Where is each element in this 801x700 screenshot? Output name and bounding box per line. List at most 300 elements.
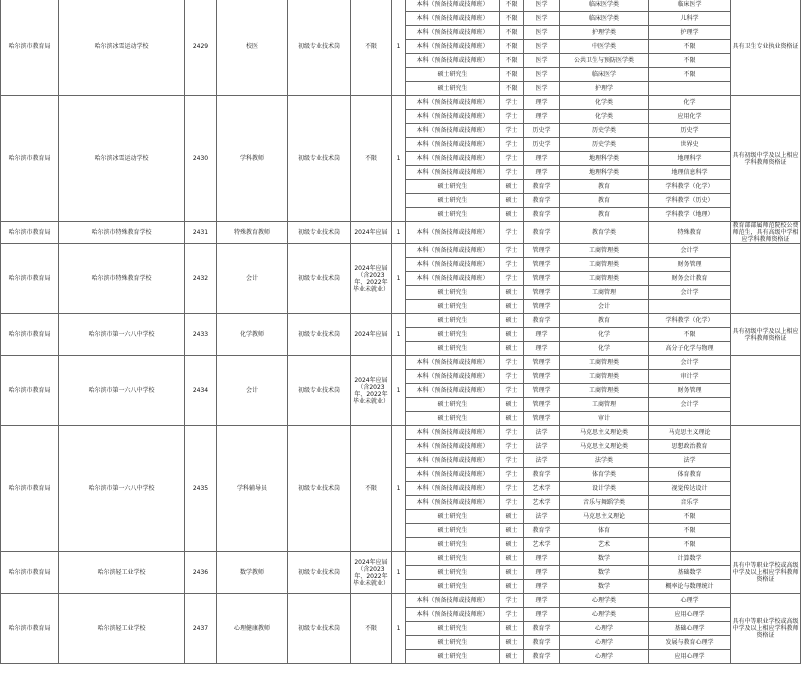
table-row — [1, 426, 801, 440]
target-cell: 2024年应届（含2023年、2022年毕业未就业） — [351, 552, 392, 594]
education-cell: 硕士研究生 — [406, 180, 500, 194]
requirement-cell — [731, 244, 801, 314]
education-cell: 本科（预备技师或技师班） — [406, 440, 500, 454]
discipline-cell: 教育学 — [524, 194, 560, 208]
major-category-cell: 马克思主义理论类 — [560, 426, 649, 440]
major-cell: 不限 — [649, 510, 731, 524]
degree-cell: 学士 — [500, 272, 524, 286]
post-code-cell: 2432 — [185, 244, 217, 314]
department-cell: 哈尔滨市教育局 — [1, 244, 59, 314]
degree-cell: 学士 — [500, 244, 524, 258]
headcount-cell: 1 — [392, 426, 406, 552]
education-cell: 本科（预备技师或技师班） — [406, 244, 500, 258]
school-cell: 哈尔滨轻工业学校 — [59, 552, 185, 594]
headcount-cell: 1 — [392, 594, 406, 664]
discipline-cell: 管理学 — [524, 398, 560, 412]
major-category-cell: 体育学类 — [560, 468, 649, 482]
major-cell: 会计学 — [649, 244, 731, 258]
major-cell: 会计学 — [649, 398, 731, 412]
education-cell: 本科（预备技师或技师班） — [406, 594, 500, 608]
major-category-cell: 心理学 — [560, 650, 649, 664]
headcount-cell: 1 — [392, 356, 406, 426]
degree-cell: 学士 — [500, 110, 524, 124]
discipline-cell: 教育学 — [524, 636, 560, 650]
major-cell: 应用心理学 — [649, 650, 731, 664]
post-level-cell: 初级专业技术岗 — [288, 222, 351, 244]
major-category-cell: 工商管理 — [560, 286, 649, 300]
post-level-cell: 初级专业技术岗 — [288, 314, 351, 356]
major-category-cell: 临床医学类 — [560, 12, 649, 26]
major-cell: 财务管理 — [649, 384, 731, 398]
major-category-cell: 历史学类 — [560, 138, 649, 152]
degree-cell: 硕士 — [500, 524, 524, 538]
major-cell: 儿科学 — [649, 12, 731, 26]
degree-cell: 不限 — [500, 54, 524, 68]
discipline-cell: 医学 — [524, 12, 560, 26]
major-cell: 地理信息科学 — [649, 166, 731, 180]
discipline-cell: 历史学 — [524, 138, 560, 152]
degree-cell: 硕士 — [500, 180, 524, 194]
major-cell: 学科教学（地理） — [649, 208, 731, 222]
headcount-cell: 1 — [392, 96, 406, 222]
major-category-cell: 临床医学类 — [560, 0, 649, 12]
degree-cell: 硕士 — [500, 300, 524, 314]
major-cell: 审计学 — [649, 370, 731, 384]
major-category-cell: 教育 — [560, 194, 649, 208]
discipline-cell: 管理学 — [524, 384, 560, 398]
post-level-cell: 初级专业技术岗 — [288, 356, 351, 426]
target-cell: 不限 — [351, 96, 392, 222]
education-cell: 硕士研究生 — [406, 68, 500, 82]
department-cell: 哈尔滨市教育局 — [1, 356, 59, 426]
major-category-cell: 公共卫生与预防医学类 — [560, 54, 649, 68]
degree-cell: 学士 — [500, 370, 524, 384]
post-name-cell: 会计 — [217, 244, 288, 314]
discipline-cell: 教育学 — [524, 222, 560, 244]
discipline-cell: 管理学 — [524, 286, 560, 300]
school-cell: 哈尔滨轻工业学校 — [59, 594, 185, 664]
major-category-cell: 法学类 — [560, 454, 649, 468]
degree-cell: 硕士 — [500, 552, 524, 566]
major-category-cell: 化学类 — [560, 96, 649, 110]
education-cell: 硕士研究生 — [406, 538, 500, 552]
education-cell: 本科（预备技师或技师班） — [406, 482, 500, 496]
major-cell — [649, 82, 731, 96]
discipline-cell: 理学 — [524, 110, 560, 124]
major-cell: 视觉传达设计 — [649, 482, 731, 496]
degree-cell: 硕士 — [500, 510, 524, 524]
education-cell: 硕士研究生 — [406, 314, 500, 328]
discipline-cell: 医学 — [524, 82, 560, 96]
major-category-cell: 教育学类 — [560, 222, 649, 244]
department-cell: 哈尔滨市教育局 — [1, 0, 59, 96]
requirement-cell: 具有中等职业学校或高级中学及以上相应学科教师资格证 — [731, 552, 801, 594]
degree-cell: 学士 — [500, 468, 524, 482]
major-cell — [649, 300, 731, 314]
major-category-cell: 地理科学类 — [560, 152, 649, 166]
degree-cell: 硕士 — [500, 328, 524, 342]
post-level-cell: 初级专业技术岗 — [288, 244, 351, 314]
discipline-cell: 艺术学 — [524, 482, 560, 496]
school-cell: 哈尔滨冰雪运动学校 — [59, 0, 185, 96]
degree-cell: 不限 — [500, 82, 524, 96]
degree-cell: 不限 — [500, 12, 524, 26]
major-category-cell: 数学 — [560, 580, 649, 594]
degree-cell: 学士 — [500, 594, 524, 608]
major-category-cell: 工商管理 — [560, 398, 649, 412]
education-cell: 本科（预备技师或技师班） — [406, 40, 500, 54]
discipline-cell: 医学 — [524, 54, 560, 68]
discipline-cell: 理学 — [524, 342, 560, 356]
table-row — [1, 244, 801, 258]
major-cell: 基础心理学 — [649, 622, 731, 636]
post-code-cell: 2430 — [185, 96, 217, 222]
degree-cell: 学士 — [500, 426, 524, 440]
degree-cell: 学士 — [500, 496, 524, 510]
education-cell: 硕士研究生 — [406, 510, 500, 524]
requirement-cell — [731, 356, 801, 426]
major-category-cell: 教育 — [560, 180, 649, 194]
post-code-cell: 2431 — [185, 222, 217, 244]
major-cell: 护理学 — [649, 26, 731, 40]
discipline-cell: 管理学 — [524, 272, 560, 286]
major-cell: 思想政治教育 — [649, 440, 731, 454]
major-cell: 世界史 — [649, 138, 731, 152]
headcount-cell: 1 — [392, 314, 406, 356]
major-cell: 财务管理 — [649, 258, 731, 272]
major-cell: 财务会计教育 — [649, 272, 731, 286]
major-cell: 马克思主义理论 — [649, 426, 731, 440]
department-cell: 哈尔滨市教育局 — [1, 96, 59, 222]
education-cell: 硕士研究生 — [406, 524, 500, 538]
major-cell: 学科教学（历史） — [649, 194, 731, 208]
major-cell: 不限 — [649, 524, 731, 538]
target-cell: 2024年应届（含2023年、2022年毕业未就业） — [351, 244, 392, 314]
post-name-cell: 特殊教育教师 — [217, 222, 288, 244]
requirement-cell — [731, 426, 801, 552]
degree-cell: 不限 — [500, 26, 524, 40]
requirement-cell: 具有初级中学及以上相应学科教师资格证 — [731, 96, 801, 222]
education-cell: 本科（预备技师或技师班） — [406, 454, 500, 468]
post-code-cell: 2435 — [185, 426, 217, 552]
major-category-cell: 体育 — [560, 524, 649, 538]
education-cell: 本科（预备技师或技师班） — [406, 152, 500, 166]
discipline-cell: 管理学 — [524, 412, 560, 426]
degree-cell: 学士 — [500, 454, 524, 468]
major-category-cell: 工商管理类 — [560, 384, 649, 398]
table-row — [1, 0, 801, 12]
discipline-cell: 教育学 — [524, 650, 560, 664]
major-cell: 音乐学 — [649, 496, 731, 510]
post-name-cell: 数学教师 — [217, 552, 288, 594]
major-category-cell: 心理学类 — [560, 608, 649, 622]
education-cell: 本科（预备技师或技师班） — [406, 272, 500, 286]
major-cell: 特殊教育 — [649, 222, 731, 244]
education-cell: 硕士研究生 — [406, 194, 500, 208]
discipline-cell: 理学 — [524, 152, 560, 166]
major-category-cell: 心理学类 — [560, 594, 649, 608]
education-cell: 本科（预备技师或技师班） — [406, 426, 500, 440]
discipline-cell: 法学 — [524, 426, 560, 440]
discipline-cell: 理学 — [524, 608, 560, 622]
discipline-cell: 管理学 — [524, 244, 560, 258]
major-cell: 不限 — [649, 68, 731, 82]
headcount-cell: 1 — [392, 244, 406, 314]
major-category-cell: 历史学类 — [560, 124, 649, 138]
major-category-cell: 工商管理类 — [560, 258, 649, 272]
education-cell: 本科（预备技师或技师班） — [406, 496, 500, 510]
post-code-cell: 2437 — [185, 594, 217, 664]
degree-cell: 学士 — [500, 124, 524, 138]
degree-cell: 硕士 — [500, 580, 524, 594]
post-name-cell: 学科辅导员 — [217, 426, 288, 552]
degree-cell: 硕士 — [500, 412, 524, 426]
discipline-cell: 理学 — [524, 580, 560, 594]
post-name-cell: 校医 — [217, 0, 288, 96]
degree-cell: 硕士 — [500, 314, 524, 328]
education-cell: 硕士研究生 — [406, 412, 500, 426]
degree-cell: 硕士 — [500, 622, 524, 636]
post-name-cell: 化学教师 — [217, 314, 288, 356]
major-cell — [649, 412, 731, 426]
table-row — [1, 594, 801, 608]
education-cell: 硕士研究生 — [406, 328, 500, 342]
discipline-cell: 理学 — [524, 96, 560, 110]
degree-cell: 学士 — [500, 222, 524, 244]
department-cell: 哈尔滨市教育局 — [1, 222, 59, 244]
education-cell: 硕士研究生 — [406, 552, 500, 566]
major-cell: 会计学 — [649, 356, 731, 370]
degree-cell: 硕士 — [500, 398, 524, 412]
degree-cell: 学士 — [500, 608, 524, 622]
post-code-cell: 2434 — [185, 356, 217, 426]
major-category-cell: 工商管理类 — [560, 272, 649, 286]
major-cell: 法学 — [649, 454, 731, 468]
degree-cell: 硕士 — [500, 566, 524, 580]
major-category-cell: 化学 — [560, 342, 649, 356]
major-cell: 化学 — [649, 96, 731, 110]
education-cell: 本科（预备技师或技师班） — [406, 54, 500, 68]
target-cell: 不限 — [351, 594, 392, 664]
education-cell: 硕士研究生 — [406, 622, 500, 636]
major-cell: 学科教学（化学） — [649, 314, 731, 328]
post-name-cell: 会计 — [217, 356, 288, 426]
degree-cell: 学士 — [500, 258, 524, 272]
degree-cell: 硕士 — [500, 650, 524, 664]
major-category-cell: 心理学 — [560, 622, 649, 636]
discipline-cell: 教育学 — [524, 524, 560, 538]
major-category-cell: 教育 — [560, 208, 649, 222]
discipline-cell: 理学 — [524, 328, 560, 342]
discipline-cell: 教育学 — [524, 314, 560, 328]
major-category-cell: 教育 — [560, 314, 649, 328]
education-cell: 硕士研究生 — [406, 636, 500, 650]
discipline-cell: 管理学 — [524, 356, 560, 370]
post-code-cell: 2436 — [185, 552, 217, 594]
major-category-cell: 会计 — [560, 300, 649, 314]
discipline-cell: 法学 — [524, 454, 560, 468]
headcount-cell: 1 — [392, 222, 406, 244]
major-cell: 会计学 — [649, 286, 731, 300]
major-category-cell: 工商管理类 — [560, 370, 649, 384]
major-category-cell: 化学类 — [560, 110, 649, 124]
major-cell: 基础数学 — [649, 566, 731, 580]
degree-cell: 硕士 — [500, 342, 524, 356]
requirement-cell: 具有初级中学及以上相应学科教师资格证 — [731, 314, 801, 356]
major-category-cell: 马克思主义理论类 — [560, 440, 649, 454]
degree-cell: 不限 — [500, 40, 524, 54]
major-cell: 历史学 — [649, 124, 731, 138]
major-cell: 体育教育 — [649, 468, 731, 482]
school-cell: 哈尔滨市特殊教育学校 — [59, 244, 185, 314]
discipline-cell: 管理学 — [524, 300, 560, 314]
discipline-cell: 艺术学 — [524, 496, 560, 510]
post-level-cell: 初级专业技术岗 — [288, 96, 351, 222]
major-category-cell: 数学 — [560, 552, 649, 566]
post-level-cell: 初级专业技术岗 — [288, 594, 351, 664]
target-cell: 不限 — [351, 0, 392, 96]
education-cell: 硕士研究生 — [406, 82, 500, 96]
degree-cell: 学士 — [500, 166, 524, 180]
major-category-cell: 设计学类 — [560, 482, 649, 496]
degree-cell: 硕士 — [500, 636, 524, 650]
discipline-cell: 管理学 — [524, 370, 560, 384]
discipline-cell: 历史学 — [524, 124, 560, 138]
department-cell: 哈尔滨市教育局 — [1, 594, 59, 664]
education-cell: 本科（预备技师或技师班） — [406, 468, 500, 482]
education-cell: 硕士研究生 — [406, 580, 500, 594]
education-cell: 硕士研究生 — [406, 300, 500, 314]
requirement-cell: 具有卫生专业执业资格证 — [731, 0, 801, 96]
discipline-cell: 艺术学 — [524, 538, 560, 552]
discipline-cell: 理学 — [524, 166, 560, 180]
target-cell: 2024年应届 — [351, 314, 392, 356]
post-name-cell: 心理健康教师 — [217, 594, 288, 664]
major-category-cell: 数学 — [560, 566, 649, 580]
major-category-cell: 审计 — [560, 412, 649, 426]
major-cell: 学科教学（化学） — [649, 180, 731, 194]
department-cell: 哈尔滨市教育局 — [1, 426, 59, 552]
major-category-cell: 护理学 — [560, 82, 649, 96]
major-cell: 临床医学 — [649, 0, 731, 12]
education-cell: 本科（预备技师或技师班） — [406, 12, 500, 26]
major-cell: 概率论与数理统计 — [649, 580, 731, 594]
target-cell: 2024年应届 — [351, 222, 392, 244]
school-cell: 哈尔滨市特殊教育学校 — [59, 222, 185, 244]
post-code-cell: 2429 — [185, 0, 217, 96]
table-row — [1, 356, 801, 370]
major-cell: 计算数学 — [649, 552, 731, 566]
degree-cell: 学士 — [500, 482, 524, 496]
education-cell: 本科（预备技师或技师班） — [406, 370, 500, 384]
degree-cell: 硕士 — [500, 208, 524, 222]
major-category-cell: 护理学类 — [560, 26, 649, 40]
discipline-cell: 教育学 — [524, 208, 560, 222]
degree-cell: 不限 — [500, 68, 524, 82]
discipline-cell: 理学 — [524, 594, 560, 608]
discipline-cell: 医学 — [524, 26, 560, 40]
degree-cell: 硕士 — [500, 538, 524, 552]
degree-cell: 学士 — [500, 138, 524, 152]
degree-cell: 不限 — [500, 0, 524, 12]
major-category-cell: 地理科学类 — [560, 166, 649, 180]
school-cell: 哈尔滨市第一六八中学校 — [59, 356, 185, 426]
table-row — [1, 552, 801, 566]
discipline-cell: 法学 — [524, 510, 560, 524]
headcount-cell: 1 — [392, 0, 406, 96]
major-cell: 应用心理学 — [649, 608, 731, 622]
degree-cell: 硕士 — [500, 286, 524, 300]
major-cell: 高分子化学与物理 — [649, 342, 731, 356]
education-cell: 硕士研究生 — [406, 342, 500, 356]
major-cell: 不限 — [649, 538, 731, 552]
major-category-cell: 音乐与舞蹈学类 — [560, 496, 649, 510]
education-cell: 硕士研究生 — [406, 566, 500, 580]
education-cell: 本科（预备技师或技师班） — [406, 356, 500, 370]
major-category-cell: 临床医学 — [560, 68, 649, 82]
discipline-cell: 教育学 — [524, 468, 560, 482]
discipline-cell: 法学 — [524, 440, 560, 454]
education-cell: 本科（预备技师或技师班） — [406, 138, 500, 152]
school-cell: 哈尔滨市第一六八中学校 — [59, 426, 185, 552]
major-cell: 地理科学 — [649, 152, 731, 166]
post-code-cell: 2433 — [185, 314, 217, 356]
school-cell: 哈尔滨市第一六八中学校 — [59, 314, 185, 356]
discipline-cell: 医学 — [524, 40, 560, 54]
department-cell: 哈尔滨市教育局 — [1, 552, 59, 594]
education-cell: 本科（预备技师或技师班） — [406, 258, 500, 272]
discipline-cell: 理学 — [524, 566, 560, 580]
discipline-cell: 教育学 — [524, 622, 560, 636]
major-category-cell: 化学 — [560, 328, 649, 342]
department-cell: 哈尔滨市教育局 — [1, 314, 59, 356]
major-category-cell: 工商管理类 — [560, 356, 649, 370]
post-name-cell: 学科教师 — [217, 96, 288, 222]
education-cell: 本科（预备技师或技师班） — [406, 608, 500, 622]
discipline-cell: 教育学 — [524, 180, 560, 194]
major-category-cell: 工商管理类 — [560, 244, 649, 258]
degree-cell: 学士 — [500, 96, 524, 110]
requirement-cell: 教育部部属师范院校公费师范生，具有高级中学相应学科教师资格证 — [732, 222, 799, 243]
degree-cell: 学士 — [500, 384, 524, 398]
degree-cell: 学士 — [500, 356, 524, 370]
education-cell: 硕士研究生 — [406, 650, 500, 664]
requirement-cell: 具有中等职业学校或高级中学及以上相应学科教师资格证 — [731, 594, 801, 664]
degree-cell: 学士 — [500, 152, 524, 166]
education-cell: 本科（预备技师或技师班） — [406, 26, 500, 40]
target-cell: 2024年应届（含2023年、2022年毕业未就业） — [351, 356, 392, 426]
education-cell: 本科（预备技师或技师班） — [406, 124, 500, 138]
education-cell: 硕士研究生 — [406, 208, 500, 222]
post-level-cell: 初级专业技术岗 — [288, 426, 351, 552]
major-cell: 心理学 — [649, 594, 731, 608]
post-level-cell: 初级专业技术岗 — [288, 552, 351, 594]
major-cell: 不限 — [649, 328, 731, 342]
education-cell: 本科（预备技师或技师班） — [406, 0, 500, 12]
major-cell: 不限 — [649, 54, 731, 68]
major-category-cell: 中医学类 — [560, 40, 649, 54]
major-category-cell: 艺术 — [560, 538, 649, 552]
school-cell: 哈尔滨冰雪运动学校 — [59, 96, 185, 222]
headcount-cell: 1 — [392, 552, 406, 594]
table-row — [1, 314, 801, 328]
education-cell: 本科（预备技师或技师班） — [406, 110, 500, 124]
education-cell: 本科（预备技师或技师班） — [406, 96, 500, 110]
education-cell: 硕士研究生 — [406, 398, 500, 412]
table-row — [1, 96, 801, 110]
major-category-cell: 马克思主义理论 — [560, 510, 649, 524]
education-cell: 硕士研究生 — [406, 286, 500, 300]
